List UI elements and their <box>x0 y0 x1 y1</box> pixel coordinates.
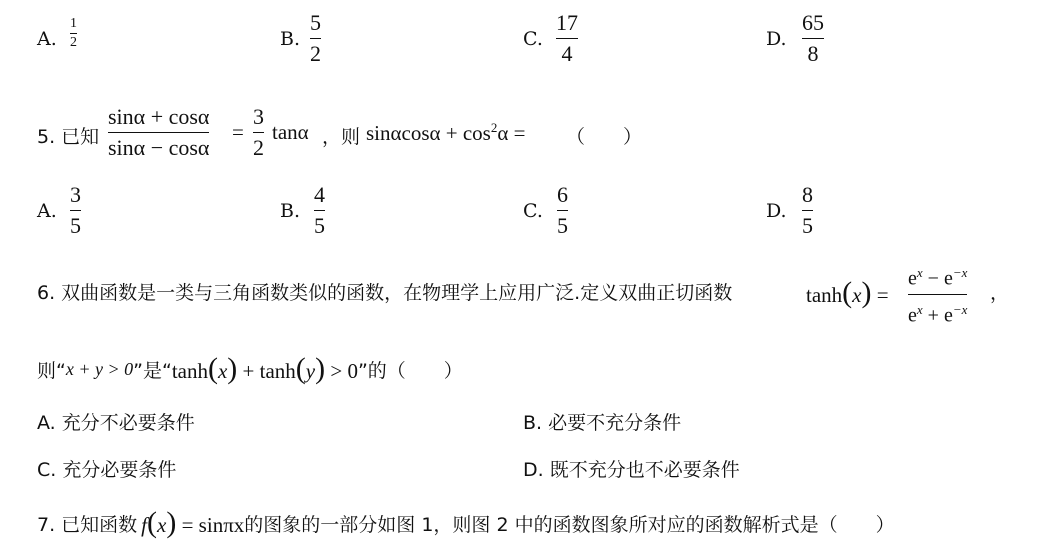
q6-line1: 6. 双曲函数是一类与三角函数类似的函数，在物理学上应用广泛.定义双曲正切函数 <box>37 282 733 304</box>
q6-condition-1: x + y > 0 <box>65 358 134 379</box>
q5-option-b-fraction: 4 5 <box>314 182 325 239</box>
q4-option-c-fraction: 17 4 <box>556 10 578 67</box>
q7-prefix: 7. 已知函数 <box>37 513 138 536</box>
q6-tanh-def: tanh(x) = <box>806 276 889 309</box>
q4-option-b-label: B. <box>280 28 301 50</box>
q7-suffix: 的图象的一部分如图 1，则图 2 中的函数图象所对应的函数解析式是（ ） <box>244 513 895 536</box>
q4-option-a-fraction: 1 2 <box>70 16 77 51</box>
q5-answer-blank: （ ） <box>566 126 643 148</box>
q5-main-fraction: sinα + cosα sinα − cosα <box>108 104 210 161</box>
q5-prefix: 5. 已知 <box>37 126 100 148</box>
q5-middle: ，则 <box>322 126 361 148</box>
q5-rhs-tan: tanα <box>272 120 309 144</box>
q5-option-a-label: A. <box>37 200 57 222</box>
q5-option-c-label: C. <box>523 200 543 222</box>
q5-expression: $\sin\alpha\cos\alpha + \cos^2\alpha$ = <box>366 120 526 145</box>
q7-function: f(x) = sinπx <box>141 506 245 539</box>
q5-option-d-fraction: 8 5 <box>802 182 813 239</box>
q4-option-b-fraction: 5 2 <box>310 10 321 67</box>
q4-option-d-fraction: 65 8 <box>802 10 824 67</box>
q5-option-d-label: D. <box>766 200 787 222</box>
q6-option-d: D. 既不充分也不必要条件 <box>523 459 740 481</box>
q6-option-b: B. 必要不充分条件 <box>523 412 682 434</box>
q5-rhs-fraction: 3 2 <box>253 104 264 161</box>
q7-stem <box>37 506 895 540</box>
q6-condition-2: tanh(x) + tanh(y) > 0 <box>171 352 358 385</box>
q5-option-b-label: B. <box>280 200 301 222</box>
q4-option-c-label: C. <box>523 28 543 50</box>
q5-equals: = <box>232 120 244 144</box>
q6-option-a: A. 充分不必要条件 <box>37 412 195 434</box>
q4-option-d-label: D. <box>766 28 787 50</box>
q6-line2: 则“ x + y > 0 ”是“ tanh(x) + tanh(y) > 0 ”的（ ） <box>37 352 463 385</box>
q6-option-c: C. 充分必要条件 <box>37 459 177 481</box>
q4-option-a-label: A. <box>37 28 57 50</box>
q6-tanh-fraction: $e^x - e^{-x}$ $e^x + e^{-x}$ <box>908 265 968 327</box>
q5-option-c-fraction: 6 5 <box>557 182 568 239</box>
q6-comma: ， <box>990 282 1010 304</box>
q5-option-a-fraction: 3 5 <box>70 182 81 239</box>
